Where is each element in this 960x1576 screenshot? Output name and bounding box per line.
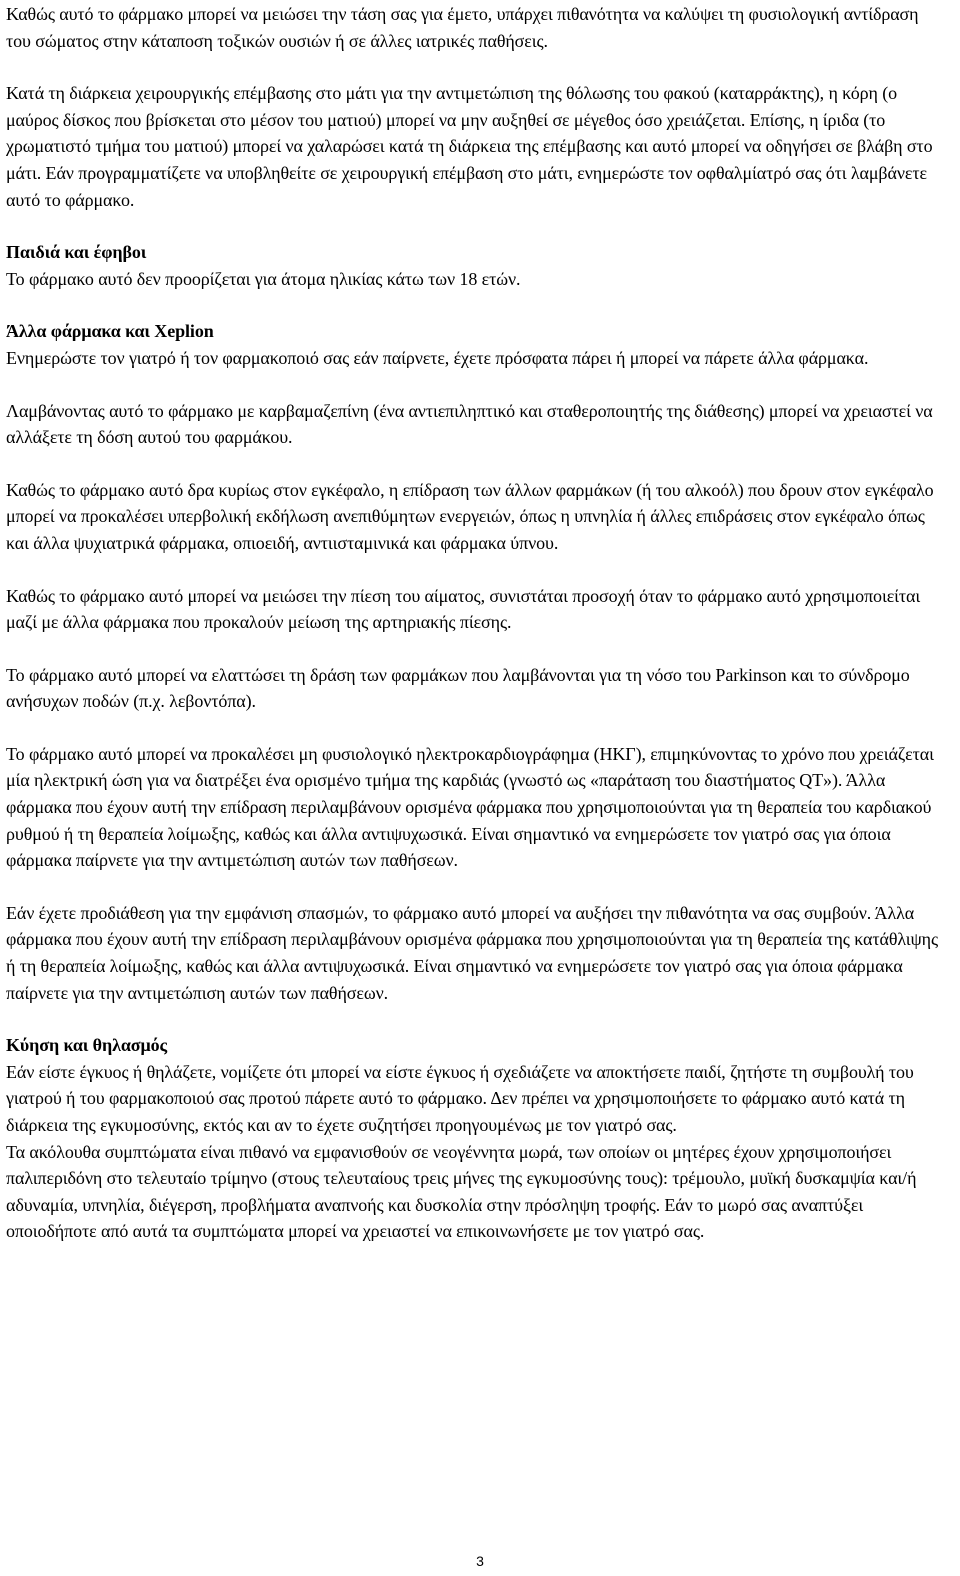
paragraph-pregnancy-advice: Εάν είστε έγκυος ή θηλάζετε, νομίζετε ότι μπορεί να είστε έγκυος ή σχεδιάζετε να αποκτήσετε παιδί, ζητήστε τη συμβουλή του γιατρού ή του φαρμακοποιού σας προτού πάρετε αυτό το φάρμακο. Δεν πρέπει να χρησιμοποιήσετε το φάρμακο αυτό κατά τη διάρκεια της εγκυμοσύνης, εκτός και αν το έχετε συζητήσει προηγουμένως με τον γιατρό σας. — [6, 1061, 914, 1135]
paragraph-inform-doctor: Ενημερώστε τον γιατρό ή τον φαρμακοποιό σας εάν παίρνετε, έχετε πρόσφατα πάρει ή μπορεί να πάρετε άλλα φάρμακα. — [6, 347, 869, 368]
heading-children-adolescents: Παιδιά και έφηβοι — [6, 242, 147, 263]
page-number: 3 — [476, 1553, 484, 1569]
heading-pregnancy-breastfeeding: Κύηση και θηλασμός — [6, 1035, 167, 1056]
document-page — [6, 0, 940, 1245]
paragraph-brain-effects: Καθώς το φάρμακο αυτό δρα κυρίως στον εγκέφαλο, η επίδραση των άλλων φαρμάκων (ή του αλκοόλ) που δρουν στον εγκέφαλο μπορεί να προκαλέσει υπερβολική εκδήλωση ανεπιθύμητων ενεργειών, όπως η υπνηλία ή άλλες επιδράσεις στον εγκέφαλο όπως και άλλα ψυχιατρικά φάρμακα, οπιοειδή, αντιισταμινικά και φάρμακα ύπνου. — [6, 479, 934, 553]
paragraph-newborn-symptoms: Τα ακόλουθα συμπτώματα είναι πιθανό να εμφανισθούν σε νεογέννητα μωρά, των οποίων οι μητέρες έχουν χρησιμοποιήσει παλιπεριδόνη στο τελευταίο τρίμηνο (στους τελευταίους τρεις μήνες της εγκυμοσύνης τους): τρέμουλο, μυϊκή δυσκαμψία και/ή αδυναμία, υπνηλία, διέγερση, προβλήματα αναπνοής και δυσκολία στην πρόσληψη τροφής. Εάν το μωρό σας αναπτύξει οποιοδήποτε από αυτά τα συμπτώματα μπορεί να χρειαστεί να επικοινωνήσετε με τον γιατρό σας. — [6, 1141, 917, 1242]
paragraph-carbamazepine: Λαμβάνοντας αυτό το φάρμακο με καρβαμαζεπίνη (ένα αντιεπιληπτικό και σταθεροποιητής της διάθεσης) μπορεί να χρειαστεί να αλλάξετε τη δόση αυτού του φαρμάκου. — [6, 400, 933, 448]
paragraph-toxic-substances: Καθώς αυτό το φάρμακο μπορεί να μειώσει την τάση σας για έμετο, υπάρχει πιθανότητα να καλύψει τη φυσιολογική αντίδραση του σώματος στην κάταποση τοξικών ουσιών ή σε άλλες ιατρικές παθήσεις. — [6, 4, 919, 51]
paragraph-eye-surgery: Κατά τη διάρκεια χειρουργικής επέμβασης στο μάτι για την αντιμετώπιση της θόλωσης του φακού (καταρράκτης), η κόρη (ο μαύρος δίσκος που βρίσκεται στο μέσον του ματιού) μπορεί να μην αυξηθεί σε μέγεθος όσο χρειάζεται. Επίσης, η ίριδα (το χρωματιστό τμήμα του ματιού) μπορεί να χαλαρώσει κατά τη διάρκεια της επέμβασης και αυτό μπορεί να οδηγήσει σε βλάβη στο μάτι. Εάν προγραμματίζετε να υποβληθείτε σε χειρουργική επέμβαση στο μάτι, ενημερώστε τον οφθαλμίατρό σας ότι λαμβάνετε αυτό το φάρμακο. — [6, 83, 933, 210]
paragraph-ecg: Το φάρμακο αυτό μπορεί να προκαλέσει μη φυσιολογικό ηλεκτροκαρδιογράφημα (ΗΚΓ), επιμηκύνοντας το χρόνο που χρειάζεται μία ηλεκτρική ώση για να διατρέξει ένα ορισμένο τμήμα της καρδιάς (γνωστό ως «παράταση του διαστήματος QT»). Άλλα φάρμακα που έχουν αυτή την επίδραση περιλαμβάνουν ορισμένα φάρμακα που χρησιμοποιούνται για τη θεραπεία του καρδιακού ρυθμού ή τη θεραπεία λοίμωξης, καθώς και άλλα αντιψυχωσικά. Είναι σημαντικό να ενημερώσετε τον γιατρό σας για όποια φάρμακα παίρνετε για την αντιμετώπιση αυτών των παθήσεων. — [6, 743, 934, 871]
paragraph-seizures: Εάν έχετε προδιάθεση για την εμφάνιση σπασμών, το φάρμακο αυτό μπορεί να αυξήσει την πιθανότητα να σας συμβούν. Άλλα φάρμακα που έχουν αυτή την επίδραση περιλαμβάνουν ορισμένα φάρμακα που χρησιμοποιούνται για τη θεραπεία της κατάθλιψης ή τη θεραπεία λοίμωξης, καθώς και άλλα αντιψυχωσικά. Είναι σημαντικό να ενημερώσετε τον γιατρό σας για όποια φάρμακα παίρνετε για την αντιμετώπιση αυτών των παθήσεων. — [6, 902, 939, 1003]
heading-other-medicines: Άλλα φάρμακα και Xeplion — [6, 321, 214, 342]
paragraph-blood-pressure: Καθώς το φάρμακο αυτό μπορεί να μειώσει την πίεση του αίματος, συνιστάται προσοχή όταν το φάρμακο αυτό χρησιμοποιείται μαζί με άλλα φάρμακα που προκαλούν μείωση της αρτηριακής πίεσης. — [6, 585, 921, 633]
paragraph-age-restriction: Το φάρμακο αυτό δεν προορίζεται για άτομα ηλικίας κάτω των 18 ετών. — [6, 268, 521, 289]
paragraph-parkinson: Το φάρμακο αυτό μπορεί να ελαττώσει τη δράση των φαρμάκων που λαμβάνονται για τη νόσο του Parkinson και το σύνδρομο ανήσυχων ποδών (π.χ. λεβοντόπα). — [6, 664, 910, 712]
